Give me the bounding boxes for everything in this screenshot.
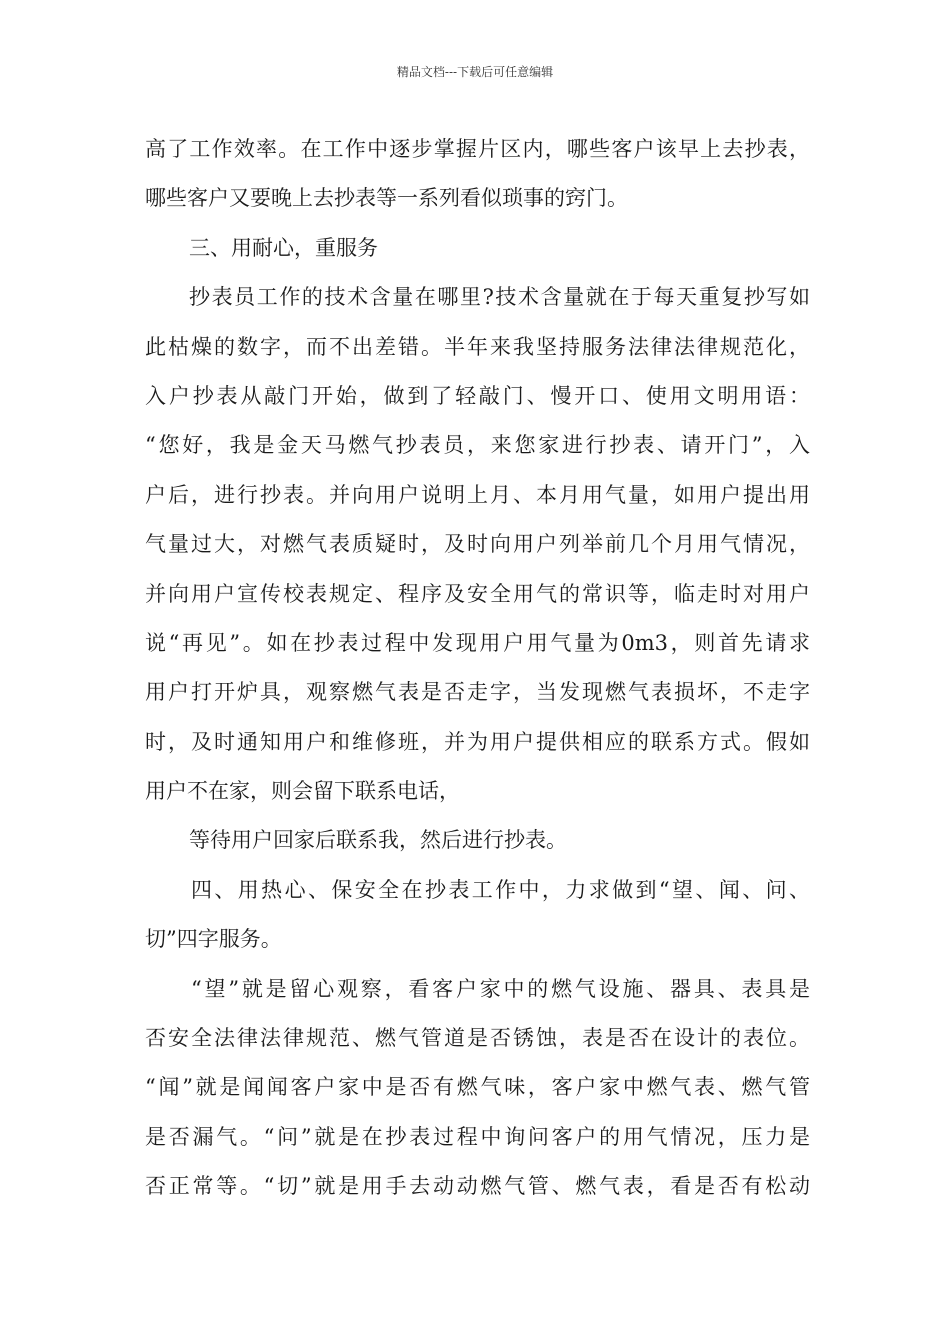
section-heading: 四、用热心、保安全在抄表工作中，力求做到“望、闻、问、 [191,877,810,902]
text-line: 是否漏气。“问”就是在抄表过程中询问客户的用气情况，压力是 [145,1124,810,1149]
text-line: “您好，我是金天马燃气抄表员，来您家进行抄表、请开门”，入 [145,433,810,458]
text-line: 否安全法律法律规范、燃气管道是否锈蚀，表是否在设计的表位。 [145,1026,810,1051]
text-line: 此枯燥的数字，而不出差错。半年来我坚持服务法律法律规范化， [145,334,810,359]
text-line: 高了工作效率。在工作中逐步掌握片区内，哪些客户该早上去抄表， [145,137,810,161]
section-heading: 三、用耐心，重服务 [189,235,378,260]
text-line: 用户打开炉具，观察燃气表是否走字，当发现燃气表损坏，不走字 [145,680,810,705]
text-line: 哪些客户又要晚上去抄表等一系列看似琐事的窍门。 [145,186,628,211]
document-body [145,125,810,1212]
text-line: 抄表员工作的技术含量在哪里?技术含量就在于每天重复抄写如 [189,285,810,310]
text-line: 等待用户回家后联系我，然后进行抄表。 [189,828,567,853]
text-line: “闻”就是闻闻客户家中是否有燃气味，客户家中燃气表、燃气管 [145,1075,810,1100]
text-line: 户后，进行抄表。并向用户说明上月、本月用气量，如用户提出用 [145,482,810,507]
page-header: 精品文档---下载后可任意编辑 [396,65,554,79]
text-line: 切”四字服务。 [145,927,282,952]
text-line: 并向用户宣传校表规定、程序及安全用气的常识等，临走时对用户 [145,581,810,606]
text-line: 时，及时通知用户和维修班，并为用户提供相应的联系方式。假如 [145,729,810,754]
text-line: 气量过大，对燃气表质疑时，及时向用户列举前几个月用气情况， [145,532,810,557]
text-line: 否正常等。“切”就是用手去动动燃气管、燃气表，看是否有松动 [145,1174,810,1199]
text-line: 入户抄表从敲门开始，做到了轻敲门、慢开口、使用文明用语： [145,383,810,408]
text-line: “望”就是留心观察，看客户家中的燃气设施、器具、表具是 [191,976,810,1001]
text-line: 用户不在家，则会留下联系电话， [145,779,460,804]
text-line: 说“再见”。如在抄表过程中发现用户用气量为0m3，则首先请求 [145,630,810,655]
